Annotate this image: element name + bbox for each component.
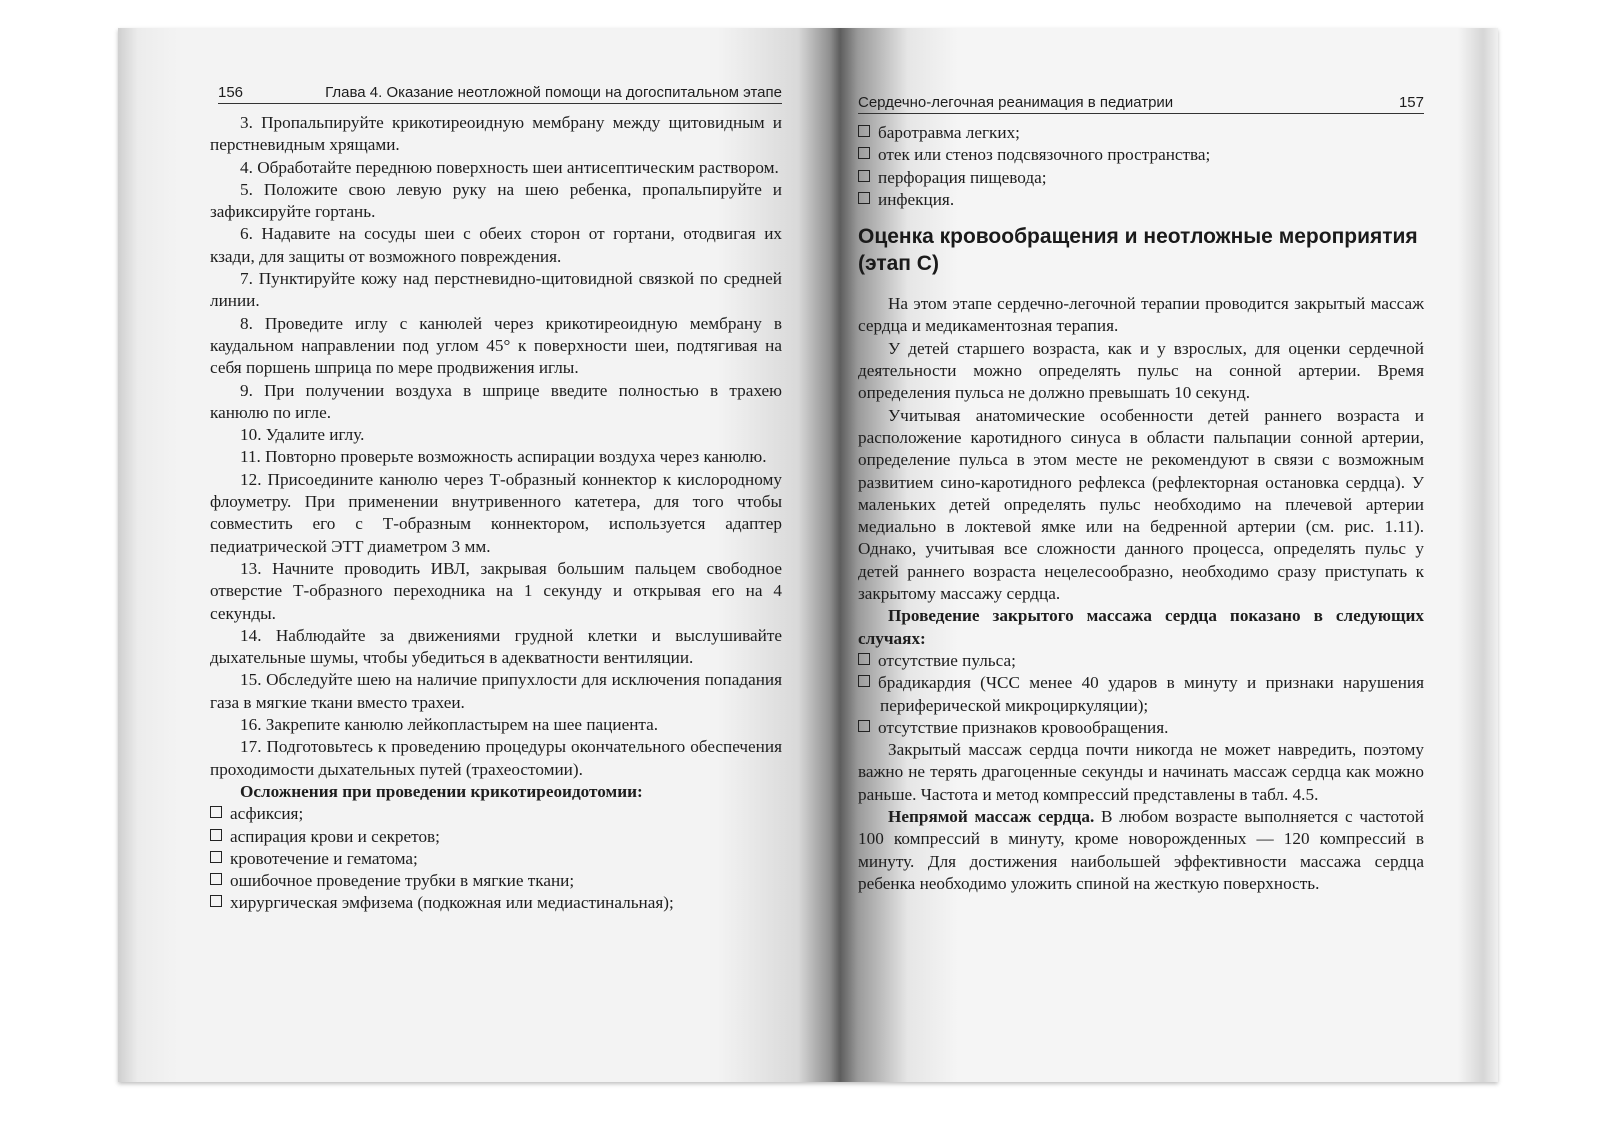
indication-item: отсутствие пульса; <box>858 650 1424 672</box>
checkbox-bullet-icon <box>858 192 870 204</box>
continued-bullet: баротравма легких; <box>858 122 1424 144</box>
final-paragraph <box>858 806 1424 895</box>
checkbox-bullet-icon <box>858 125 870 137</box>
indications-heading: Проведение закрытого массажа сердца показано в следующих случаях: <box>858 606 1424 648</box>
complication-item: кровотечение и гематома; <box>210 848 782 870</box>
left-running-title: Глава 4. Оказание неотложной помощи на догоспитальном этапе <box>325 84 782 101</box>
left-page-number: 156 <box>218 84 244 101</box>
complication-item: хирургическая эмфизема (подкожная или медиастинальная); <box>210 892 782 914</box>
right-running-header <box>858 94 1424 114</box>
checkbox-bullet-icon <box>210 873 222 885</box>
step-10: 10. Удалите иглу. <box>240 425 365 445</box>
indication-item: отсутствие признаков кровообращения. <box>858 717 1424 739</box>
step-16: 16. Закрепите канюлю лейкопластырем на шее пациента. <box>240 715 659 735</box>
step-12: 12. Присоедините канюлю через Т-образный коннектор к кислородному флоуметру. При применении внутривенного катетера, для того чтобы совместить его с Т-образным коннектором, используется адаптер педиатрической ЭТТ диаметром 3 мм. <box>210 469 782 556</box>
step-6: 6. Надавите на сосуды шеи с обеих сторон от гортани, отодвигая их кзади, для защиты от возможного повреждения. <box>210 224 782 266</box>
right-page-number: 157 <box>1398 94 1424 111</box>
section-title: Оценка кровообращения и неотложные мероприятия (этап С) <box>858 225 1418 276</box>
step-4: 4. Обработайте переднюю поверхность шеи антисептическим раствором. <box>240 157 779 177</box>
continued-bullet: перфорация пищевода; <box>858 167 1424 189</box>
complication-item: аспирация крови и секретов; <box>210 826 782 848</box>
checkbox-bullet-icon <box>210 851 222 863</box>
complication-item: асфиксия; <box>210 803 782 825</box>
step-14: 14. Наблюдайте за движениями грудной клетки и выслушивайте дыхательные шумы, чтобы убедиться в адекватности вентиляции. <box>210 625 782 668</box>
left-running-header <box>218 84 782 104</box>
paragraph: У детей старшего возраста, как и у взрослых, для оценки сердечной деятельности можно определять пульс на сонной артерии. Время определения пульса не должно превышать 10 секунд. <box>858 338 1424 403</box>
step-9: 9. При получении воздуха в шприце введите полностью в трахею канюлю по игле. <box>210 380 782 422</box>
step-3: 3. Пропальпируйте крикотиреоидную мембрану между щитовидным и перстневидным хрящами. <box>210 113 782 155</box>
step-7: 7. Пунктируйте кожу над перстневидно-щитовидной связкой по средней линии. <box>210 269 782 311</box>
right-running-title: Сердечно-легочная реанимация в педиатрии <box>858 94 1174 111</box>
final-text: В любом возрасте выполняется с частотой 100 компрессий в минуту, кроме новорожденных — 120 компрессий в минуту. Для достижения наибольшей эффективности массажа сердца ребенка необходимо уложить спиной на жесткую поверхность. <box>858 807 1424 893</box>
checkbox-bullet-icon <box>210 829 222 841</box>
checkbox-bullet-icon <box>210 895 222 907</box>
paragraph: Закрытый массаж сердца почти никогда не может навредить, поэтому важно не терять драгоценные секунды и начинать массаж сердца как можно раньше. Частота и метод компрессий представлены в табл. 4.5. <box>858 740 1424 804</box>
checkbox-bullet-icon <box>858 170 870 182</box>
checkbox-bullet-icon <box>210 806 222 818</box>
indication-item: брадикардия (ЧСС менее 40 ударов в минуту и признаки нарушения периферической микроциркуляции); <box>858 672 1424 717</box>
continued-bullet: отек или стеноз подсвязочного пространства; <box>858 144 1424 166</box>
complications-heading: Осложнения при проведении крикотиреоидотомии: <box>240 781 643 801</box>
final-lead: Непрямой массаж сердца. <box>888 807 1095 827</box>
checkbox-bullet-icon <box>858 720 870 732</box>
step-17: 17. Подготовьтесь к проведению процедуры окончательного обеспечения проходимости дыхательных путей (трахеостомии). <box>210 737 782 779</box>
right-page <box>858 94 1424 895</box>
paragraph: На этом этапе сердечно-легочной терапии проводится закрытый массаж сердца и медикаментозная терапия. <box>858 294 1424 336</box>
complication-item: ошибочное проведение трубки в мягкие ткани; <box>210 870 782 892</box>
checkbox-bullet-icon <box>858 653 870 665</box>
paragraph: Учитывая анатомические особенности детей раннего возраста и расположение каротидного синуса в области пальпации сонной артерии, определение пульса в этом месте не рекомендуют в связи с возможным развитием сино-каротидного рефлекса (рефлекторная остановка сердца). У маленьких детей определять пульс необходимо на плечевой артерии медиально в локтевой ямке или на бедренной артерии (см. рис. 1.11). Однако, учитывая все сложности данного процесса, определять пульс у детей раннего возраста нецелесообразно, необходимо сразу приступать к закрытому массажу сердца. <box>858 405 1424 604</box>
checkbox-bullet-icon <box>858 675 870 687</box>
continued-bullet: инфекция. <box>858 189 1424 211</box>
step-8: 8. Проведите иглу с канюлей через крикотиреоидную мембрану в каудальном направлении под углом 45° к поверхности шеи, подтягивая на себя поршень шприца по мере продвижения иглы. <box>210 313 782 378</box>
step-13: 13. Начните проводить ИВЛ, закрывая большим пальцем свободное отверстие Т-образного переходника на 1 секунду и открывая его на 4 секунды. <box>210 558 782 623</box>
left-page <box>210 84 782 915</box>
step-5: 5. Положите свою левую руку на шею ребенка, пропальпируйте и зафиксируйте гортань. <box>210 179 782 222</box>
step-15: 15. Обследуйте шею на наличие припухлости для исключения попадания газа в мягкие ткани вместо трахеи. <box>210 670 782 712</box>
step-11: 11. Повторно проверьте возможность аспирации воздуха через канюлю. <box>240 447 767 467</box>
checkbox-bullet-icon <box>858 147 870 159</box>
